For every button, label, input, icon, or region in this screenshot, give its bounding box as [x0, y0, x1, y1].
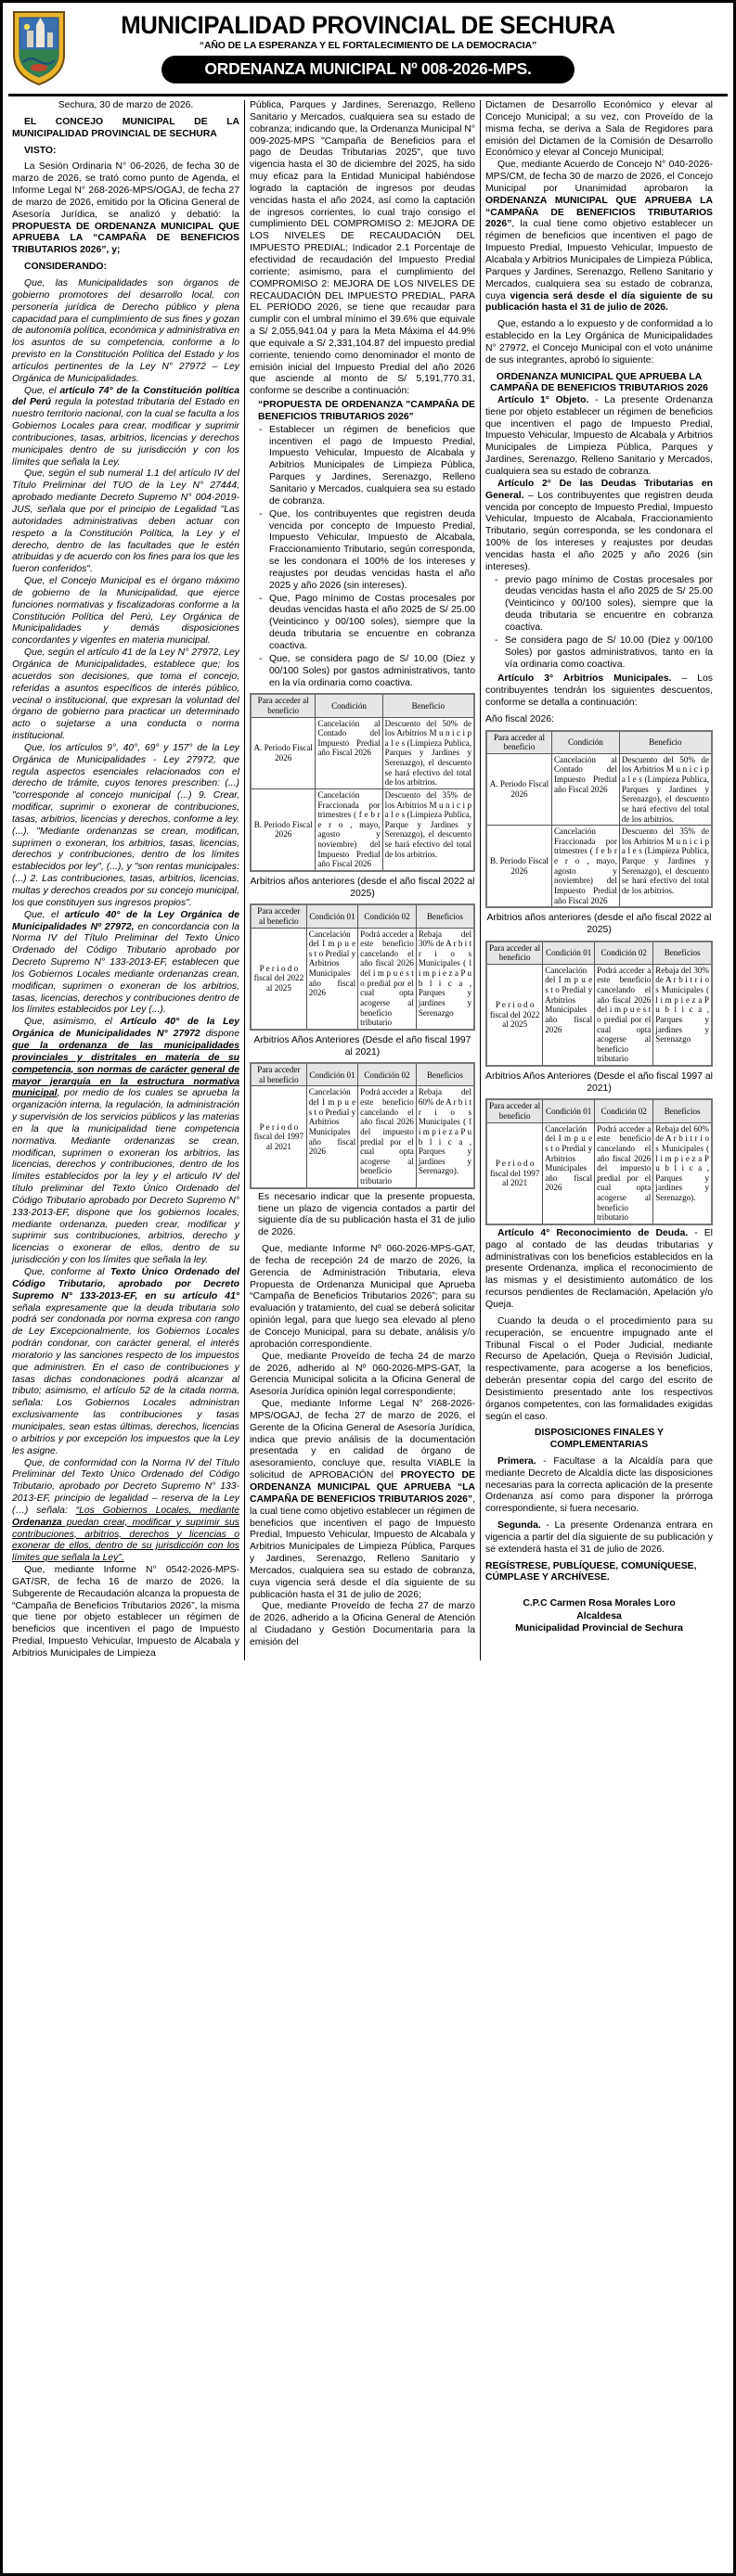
cell-beneficio: Descuento del 35% de los Arbitrios M u n i c i p a l e s (Limpieza Publica, Parque y Jardines y Serenazgo), el descuento se hará efectivo del total de los arbitrios. [382, 788, 474, 871]
cell-beneficios: Rebaja del 60% de A r b i t r i o s Municipales ( l i m p i e z a P u b l i c a , Parques y jardines y Serenazgo). [416, 1086, 474, 1188]
col3-table-c-title: Arbitrios Años Anteriores (Desde el año fiscal 1997 al 2021) [485, 1071, 713, 1094]
table-header-row [251, 694, 474, 717]
table-c-title: Arbitrios Años Anteriores (Desde el año fiscal 1997 al 2021) [253, 1034, 471, 1057]
benefits-table-1997-2021 [250, 1062, 475, 1189]
segunda-text: - La presente Ordenanza entrara en vigencia a partir del día siguiente de su publicación y se extenderá hasta el 31 de julio de 2026. [485, 1520, 713, 1555]
col-header-acceso: Para acceder al beneficio [251, 904, 306, 928]
col-header-acceso: Para acceder al beneficio [486, 1099, 543, 1122]
validity-note: Es necesario indicar que la presente propuesta, tiene un plazo de vigencia contados a partir del siguiente día de su publicación hasta el 31 de julio de 2026. [258, 1191, 475, 1238]
art3-text: – Los contribuyentes tendrán los siguientes descuentos, conforme se detalla a continuación: [485, 673, 713, 709]
col-header-acceso: Para acceder al beneficio [486, 942, 543, 965]
c2-b: artículo 74° de la Constitución política del Perú [12, 385, 239, 408]
col-header-condicion-02: Condición 02 [358, 1063, 417, 1086]
col3-benefits-table-1997-2021 [485, 1098, 713, 1225]
c9-c: señala expresamente que la deuda tributaria solo podrá ser condonada por norma expresa con rango de Ley Excepcionalmente, los Gobiernos Locales podrán condonar, con carácter general, el interés moratorio y las sanciones respecto de los impuestos que administren. En el caso de contribuciones y tasas dichas condonaciones podrá alcanzar al tributo; asimismo, el artículo 52 de la citada norma, señala: Los Gobiernos Locales administran exclusivamente las contribuciones y tasas municipales, sean estas últimas, derechos, licencias o arbitrios y por excepción los impuestos que la Ley les asigne. [12, 1302, 239, 1456]
articulo-4-paragraph-2: Cuando la deuda o el procedimiento para su recuperación, se encuentre impugnado ante el Tribunal Fiscal o el Poder Judicial, mediante Recurso de Apelación, Queja o Revisión Judicial, respectivamente, para acogerse a los beneficios, deberán presentar copia del cargo del escrito de Desistimiento presentado ante los respectivos órganos competentes, con las formalidades exigidas según el caso. [485, 1315, 713, 1422]
col-header-condicion: Condición [316, 694, 382, 717]
cell-condicion: Cancelación Fraccionada por trimestres ( f e b r e r o , mayo, agosto y noviembre) del Impuesto Predial año Fiscal 2026 [316, 788, 382, 871]
art2-label: Artículo 2° De las Deudas Tributarias en General. [485, 478, 713, 501]
visto-text-b: PROPUESTA DE ORDENANZA MUNICIPAL QUE APRUEBA LA “CAMPAÑA DE BENEFICIOS TRIBUTARIOS 2026”, y; [12, 221, 239, 256]
cell-beneficios: Rebaja del 60% de A r b i t r i o s Municipales ( l i m p i e z a P u b l i c a , Parques y jardines y Serenazgo). [653, 1122, 712, 1224]
cell-acceso: P e r i o d o fiscal del 1997 al 2021 [251, 1086, 306, 1188]
c9-a: Que, conforme al [24, 1267, 110, 1277]
cell-beneficio: Descuento del 50% de los Arbitrios M u n i c i p a l e s (Limpieza Publica, Parques y Jardines y Serenazgo), el descuento se hará efectivo del total de los arbitrios. [619, 753, 712, 825]
cell-acceso: P e r i o d o fiscal del 2022 al 2025 [486, 964, 543, 1066]
p2-a: Que, mediante Acuerdo de Concejo N° 040-2026-MPS/CM, de fecha 30 de marzo de 2026, el Concejo Municipal por Unanimidad aprobaron la [485, 160, 713, 194]
column-three [481, 100, 717, 1660]
bullet-dash: - [495, 634, 498, 646]
articulo-2-bullets [495, 575, 713, 672]
cell-acceso: P e r i o d o fiscal del 1997 al 2021 [486, 1122, 543, 1224]
benefits-table-2026 [250, 693, 475, 872]
col-header-beneficio: Beneficio [619, 731, 712, 754]
cell-condicion-02: Podrá acceder a este beneficio cancelando el año fiscal 2026 del i m p u e s t o predial por el cual opta acogerse al beneficio tributario [595, 964, 653, 1066]
cell-condicion: Cancelación al Contado del Impuesto Predial año Fiscal 2026 [551, 753, 619, 825]
benefits-table-2022-2025 [250, 904, 475, 1031]
col2-paragraph-2: Que, mediante Informe Nº 060-2026-MPS-GAT, de fecha de recepción 24 de marzo de 2026, la Gerencia de Administración Tributaria, eleva Propuesta de Ordenanza Municipal que Aprueba “Campaña de Beneficios Tributarios 2026”; para su evaluación y tratamiento, del cual se deberá solicitar opinión legal, para que luego sea elevado al pleno de Concejo Municipal, para su debate, análisis y/o aprobación correspondiente. [250, 1244, 475, 1350]
articulo-2 [485, 479, 713, 574]
p4-b: PROYECTO DE ORDENANZA MUNICIPAL QUE APRUEBA “LA CAMPAÑA DE BENEFICIOS TRIBUTARIOS 2026” [250, 1470, 475, 1505]
col-header-condicion: Condición [551, 731, 619, 754]
considerando-6: Que, los artículos 9°, 40°, 69° y 157° de la Ley Orgánica de Municipalidades - Ley 27972, que regula aspectos esenciales relacionados con el derecho de trámite, cuyos tenores prescriben: (...) "corresponde al concejo municipal (...) 9. Crear, modificar, suprimir o exonerar de contribuciones, tasas, arbitrios, licencias y derechos, conforme a ley. (...). "Mediante ordenanzas se crean, modifican, suprimen o exoneran, los arbitrios, tasas, licencias, derechos y contribuciones, dentro de los límites establecidos por ley", (...), y "son rentas municipales: (...) 2. Las contribuciones, tasas, arbitrios, licencias, multas y derechos creados por su concejo municipal, los que constituyen sus ingresos propios". [12, 742, 239, 908]
c8-e: , por medio de los cuales se aprueba la organización interna, la regulación, la administración y supervisión de los servicios públicos y las materias en la que la municipalidad tiene competencia normativa. Mediante ordenanzas se crean, modifican, suprimen o exoneran los arbitrios, las licencias, derechos y contribuciones, dentro de los límites establecidos por la ley y el articulo IV del título preliminar del Texto Único Ordenado del Código Tributario aprobado por Decreto Supremo N° 133-2013-EF, dispone que los gobiernos locales, mediante ordenanza, pueden crear, modificar y suprimir sus contribuciones, arbitrios, derecho y licencias o exonerar de ellos, dentro de su jurisdicción y con los límites que señala la ley. [12, 1088, 239, 1266]
final-dispositions-title: DISPOSICIONES FINALES Y COMPLEMENTARIAS [535, 1428, 664, 1451]
considerando-8 [12, 1017, 239, 1267]
council-heading: EL CONCEJO MUNICIPAL DE LA MUNICIPALIDAD PROVINCIAL DE SECHURA [12, 116, 239, 139]
cell-beneficios: Rebaja del 30% de A r b i t r i o s Municipales ( l i m p i e z a P u b l i c a , Parques y jardines y Serenazgo [416, 928, 474, 1030]
cell-condicion-02: Podrá acceder a este beneficio cancelando el año fiscal 2026 del impuesto predial por el cual opta acogerse al beneficio tributario [358, 1086, 417, 1188]
col-header-condicion-01: Condición 01 [543, 1099, 595, 1122]
cell-condicion-01: Cancelación del I m p u e s t o Predial y Arbitrios Municipales año fiscal 2026 [306, 928, 357, 1030]
institution-title: MUNICIPALIDAD PROVINCIAL DE SECHURA [121, 10, 615, 39]
document-masthead [3, 3, 733, 90]
signature-block [485, 1597, 713, 1635]
col3-benefits-table-2022-2025 [485, 941, 713, 1068]
cell-beneficios: Rebaja del 30% de A r b i t r i o s Municipales ( l i m p i e z a P u b l i c a , Parques y jardines y Serenazgo [653, 964, 712, 1066]
col-header-condicion-01: Condición 01 [306, 904, 357, 928]
list-item [495, 635, 713, 672]
considerando-3: Que, según el sub numeral 1.1 del artículo IV del Título Preliminar del TUO de la Ley N° 27444, aprobado mediante Decreto Supremo N° 004-2019-JUS, señala que por el principio de Legalidad "Las autoridades administrativas deben actuar con respeto a la Constitución Política, la Ley y el derecho, dentro de las facultades que le estén atribuidas y de acuerdo con los fines para los que les fueron conferidos". [12, 468, 239, 575]
c2-a: Que, el [24, 385, 60, 396]
c8-b: Artículo 40° de la Ley Orgánica de Municipalidades N° 27972 [12, 1017, 239, 1040]
c10-d: puedan crear, modificar y suprimir sus contribuciones, arbitrios, derechos y licencias o exonerar de ellos, dentro de su jurisdicción con los límites que señala la Ley”. [12, 1517, 239, 1564]
col-header-condicion-02: Condición 02 [595, 942, 653, 965]
col-header-condicion-02: Condición 02 [358, 904, 417, 928]
cell-condicion-02: Podrá acceder a este beneficio cancelando el año fiscal 2026 del i m p u e s t o predial por el cual opta acogerse al beneficio tributario [358, 928, 417, 1030]
art1-label: Artículo 1° Objeto. [497, 394, 589, 405]
cell-acceso: B. Periodo Fiscal 2026 [486, 826, 551, 908]
p2-c: , la cual tiene como objetivo establecer un régimen de beneficios que incentiven el pago de Impuesto Predial, Impuesto Vehicular, Impuesto de Alcabala y Arbitrios Municipales de Limpieza Pública, Parques y Jardines, Serenazgo, Relleno Sanitario y Mercados, cualquiera sea su estado de cobranza, cuya [485, 219, 713, 301]
list-item [259, 425, 475, 508]
c2-c: regula la potestad tributaria del Estado en nuestro territorio nacional, con la cual se faculta a los Gobiernos Locales para crear, modificar y suprimir contribuciones, tasas, arbitrios, licencias y derechos municipales dentro de su jurisdicción y con los límites que señala la Ley. [12, 397, 239, 468]
c10-c: Ordenanza [12, 1517, 62, 1528]
considerando-label: CONSIDERANDO: [24, 262, 107, 273]
cell-condicion: Cancelación al Contado del Impuesto Predial año Fiscal 2026 [316, 717, 382, 788]
col-header-acceso: Para acceder al beneficio [486, 731, 551, 754]
bullet-2-text: Que, los contribuyentes que registren deuda vencida por concepto de Impuesto Predial, Impuesto Vehicular, Impuesto de Alcabala, Fraccionamiento Tributario, según corresponda, se les condonara el 100% de los intereses y reajustes por deudas vencidas hasta el año 2025 y año 2026 (sin intereses). [269, 508, 475, 591]
articulo-1 [485, 395, 713, 479]
c10-a: Que, de conformidad con la Norma IV del Título Preliminar del Texto Único Ordenado del Código Tributario, aprobado por Decreto Supremo N° 133-2013-EF, principio de legalidad – reserva de la Ley (…) señala: [12, 1457, 239, 1516]
cell-acceso: P e r i o d o fiscal del 2022 al 2025 [251, 928, 306, 1030]
table-header-row [486, 731, 712, 754]
table-row [251, 788, 474, 871]
table-row [486, 826, 712, 908]
col-header-condicion-01: Condición 01 [306, 1063, 357, 1086]
col3-table-a-title: Año fiscal 2026: [485, 713, 554, 724]
art4-text: - El pago al contado de las deudas tributarias y administrativas con los beneficios establecidos en la presente Ordenanza, implica el reconocimiento de las mismas y el desistimiento automático de los recursos pendientes de Reclamación, Apelación y/o Queja. [485, 1227, 713, 1310]
col-header-acceso: Para acceder al beneficio [251, 694, 316, 717]
cell-beneficio: Descuento del 35% de los Arbitrios M u n i c i p a l e s (Limpieza Publica, Parque y Jardines y Serenazgo), el descuento se hará efectivo del total de los arbitrios. [619, 826, 712, 908]
disposicion-segunda [485, 1520, 713, 1557]
cell-beneficio: Descuento del 50% de los Arbitrios M u n i c i p a l e s (Limpieza Publica, Parques y Jardines y Serenazgo), el descuento se hará efectivo del total de los arbitrios. [382, 717, 474, 788]
table-b-title: Arbitrios años anteriores (desde el año fiscal 2022 al 2025) [250, 876, 475, 899]
col2-paragraph-3: Que, mediante Proveído de fecha 24 de marzo de 2026, adherido al Nº 060-2026-MPS-GAT, la Gerencia Municipal solicita a la Oficina General de Asesoría Jurídica opinión legal correspondiente; [250, 1351, 475, 1398]
disposicion-primera [485, 1456, 713, 1516]
table-row [251, 928, 474, 1030]
col-header-beneficio: Beneficio [382, 694, 474, 717]
list-item [259, 654, 475, 690]
cell-condicion-01: Cancelación del I m p u e s t o Predial y Arbitrios Municipales año fiscal 2026 [543, 1122, 595, 1224]
list-item [259, 594, 475, 653]
p4-a: Que, mediante Informe Legal N° 268-2026-MPS/OGAJ, de fecha 27 de marzo de 2026, el Gerente de la Oficina General de Asesoría Jurídica, indica que previo análisis de la documentación presentada y en calidad de órgano de asesoramiento, concluye que, resulta VIABLE la solicitud de APROBACIÓN del [250, 1399, 475, 1481]
cell-condicion: Cancelación Fraccionada por trimestres ( f e b r e r o , mayo, agosto y noviembre) del Impuesto Predial año Fiscal 2026 [551, 826, 619, 908]
table-row [486, 964, 712, 1066]
table-row [251, 717, 474, 788]
place-date: Sechura, 30 de marzo de 2026. [58, 100, 194, 110]
bullet-4-text: Que, se considera pago de S/ 10.00 (Diez y 00/100 Soles) por gastos administrativos, tanto en la vía ordinaria como coactiva. [269, 653, 475, 688]
c8-d: que la ordenanza de las municipalidades provinciales y distritales en materia de su competencia, son normas de carácter general de mayor jerarquía en la estructura normativa municipal [12, 1040, 239, 1099]
col-header-condicion-01: Condición 01 [543, 942, 595, 965]
art1-text: - La presente Ordenanza tiene por objeto establecer un régimen de beneficios que incentiven el pago de Impuesto Predial, Impuesto Vehicular, Impuesto de Alcabala y Arbitrios Municipales de Limpieza Pública, Parques y Jardines, Serenazgo, Relleno Sanitario y Mercados, cualquiera sea su estado de cobranza. [485, 394, 713, 477]
table-header-row [251, 1063, 474, 1086]
bullet-dash: - [259, 424, 263, 435]
col2-paragraph-1: Pública, Parques y Jardines, Serenazgo, Relleno Sanitario y Mercados, cualquiera sea su estado de cobranza; indicando que, la Ordenanza Municipal N° 009-2025-MPS "Campaña de Beneficios para el pago de Deudas Tributarias 2025", que tuvo vigencia hasta el 30 de diciembre del 2025, ha sido muy eficaz para la Entidad Municipal habiéndose logrado la captación de ingresos por deudas vencidas hasta el año 2024, así como la captación de ingresos corrientes, lo cual trajo consigo el cumplimiento DEL COMPROMISO 2: MEJORA DE LOS NIVELES DE RECAUDACIÓN DEL IMPUESTO PREDIAL; Indicador 2.1 Porcentaje de efectividad de recaudación del Impuesto Predial corriente; asimismo, para el cumplimiento del COMPROMISO 2: MEJORA DE LOS NIVELES DE RECAUDACIÓN DEL IMPUESTO PREDIAL, PARA EL PERÍODO 2026, se tiene que recaudar para cumplir con el umbral mínimo el 39.6% que equivale a S/ 2,055,941.04 y para la Meta Máxima el 44.9% que equivale a S/ 2,331,104.87 del impuesto predial corriente, teniendo como denominador el monto de emisión inicial del Impuesto Predial del año 2026 que asciende al monto de S/ 5,191,770.31, conforme se describe a continuación: [250, 100, 475, 397]
ordinance-number-badge: ORDENANZA MUNICIPAL Nº 008-2026-MPS. [161, 56, 574, 83]
bullet-dash: - [495, 574, 498, 585]
col3-paragraph-2 [485, 160, 713, 314]
considerando-9 [12, 1267, 239, 1458]
col-header-condicion-02: Condición 02 [595, 1099, 653, 1122]
proposal-title: “PROPUESTA DE ORDENANZA "CAMPAÑA DE BENEFICIOS TRIBUTARIOS 2026" [258, 400, 475, 422]
table-header-row [486, 942, 712, 965]
cell-condicion-01: Cancelación del I m p u e s t o Predial y Arbitrios Municipales año fiscal 2026 [543, 964, 595, 1066]
considerando-4: Que, el Concejo Municipal es el órgano máximo de gobierno de la Municipalidad, que ejerce funciones normativas y fiscalizadoras conforme a la Constitución Política del Perú, Ley Orgánica de Municipalidades y demás disposiciones concordantes y vigentes en materia municipal. [12, 576, 239, 647]
art2-bullet-2: Se considera pago de S/ 10.00 (Diez y 00/100 Soles) por gastos administrativos, tanto en la vía ordinaria como coactiva. [505, 634, 713, 670]
visto-paragraph [12, 161, 239, 257]
municipal-crest-icon [10, 8, 68, 88]
table-header-row [251, 904, 474, 928]
table-row [486, 1122, 712, 1224]
considerando-11: Que, mediante Informe N° 0542-2026-MPS-GAT/SR, de fecha 16 de marzo de 2026, la Subgerente de Recaudación alcanza la propuesta de “Campaña de Beneficios Tributarios 2026”, la misma que tiene por objeto establecer un régimen de beneficios que incentiven el pago de Impuesto Predial, Impuesto Vehicular, Impuesto de Alcabala y Arbitrios Municipales de Limpieza [12, 1565, 239, 1659]
considerando-2 [12, 386, 239, 469]
proposal-bullets [259, 425, 475, 690]
p2-d: vigencia será desde el día siguiente de su publicación hasta el 31 de julio de 2026. [485, 290, 713, 314]
col2-paragraph-5: Que, mediante Proveído de fecha 27 de marzo de 2026, adherido a la Oficina General de Atención al Ciudadano y Gestión Documentaria para la emisión del [250, 1601, 475, 1647]
signer-name: C.P.C Carmen Rosa Morales Loro [523, 1598, 676, 1609]
ordinance-title: ORDENANZA MUNICIPAL QUE APRUEBA LA CAMPAÑA DE BENEFICIOS TRIBUTARIOS 2026 [490, 371, 708, 394]
cell-acceso: A. Periodo Fiscal 2026 [251, 717, 316, 788]
art2-text: – Los contribuyentes que registren deuda vencida por concepto de Impuesto Predial, Impuesto Vehicular, Impuesto de Alcabala, Fraccionamiento Tributario, según corresponda, se les condonara el 100% de los intereses y reajustes por deudas vencidas hasta el año 2025 y año 2026 (sin intereses). [485, 490, 713, 572]
cell-acceso: B. Periodo Fiscal 2026 [251, 788, 316, 871]
c8-a: Que, asimismo, el [24, 1017, 121, 1028]
c8-c: dispone [200, 1029, 239, 1040]
cell-acceso: A. Periodo Fiscal 2026 [486, 753, 551, 825]
col3-table-b-title: Arbitrios años anteriores (desde el año fiscal 2022 al 2025) [486, 913, 712, 935]
bullet-3-text: Que, Pago mínimo de Costas procesales por deudas vencidas hasta el año 2025 de S/ 25.00 (Veinticinco y 00/100 soles), siempre que la deuda tributaria se encuentre en cobranza coactiva. [269, 593, 475, 651]
col-header-acceso: Para acceder al beneficio [251, 1063, 306, 1086]
column-two [244, 100, 481, 1660]
list-item [495, 575, 713, 634]
primera-text: - Facultase a la Alcaldía para que mediante Decreto de Alcaldía dicte las disposiciones necesarias para la correcta aplicación de la presente Ordenanza así como para disponer la prórroga correspondiente, si fuera necesario. [485, 1455, 713, 1515]
art3-label: Artículo 3° Arbitrios Municipales. [497, 673, 672, 685]
c7-c: en concordancia con la Norma IV del Título Preliminar del Texto Único Ordenado del Código Tributario aprobado por Decreto Supremo N° 133-2013-EF, establecen que los Gobiernos Locales mediante ordenanzas crean, modifican, suprimen o exoneran de los arbitrios, tasas, licencias, derechos y contribuciones dentro de los límites establecidos por Ley (...). [12, 921, 239, 1016]
year-motto: “AÑO DE LA ESPERANZA Y EL FORTALECIMIENTO DE LA DEMOCRACIA” [199, 41, 537, 51]
col-header-beneficios: Beneficios [416, 1063, 474, 1086]
col3-paragraph-1: Dictamen de Desarrollo Económico y elevar al Concejo Municipal; a su vez, con Proveído de la misma fecha, se deriva a Sala de Regidores para emisión del Dictamen de la Comisión de Desarrollo Económico y elevar al Concejo Municipal; [485, 100, 713, 159]
table-row [486, 753, 712, 825]
bullet-1-text: Establecer un régimen de beneficios que incentiven el pago de Impuesto Predial, Impuesto Vehicular, Impuesto de Alcabala y Arbitrios Municipales de Limpieza Pública, Parques y Jardines, Serenazgo, Relleno Sanitario y Mercados, cualquiera sea su estado de cobranza. [269, 424, 475, 506]
art2-bullet-1: previo pago mínimo de Costas procesales por deudas vencidas hasta el año 2025 de S/ 25.00 (Veinticinco y 00/100 soles), siempre que la deuda tributaria se encuentre en cobranza coactiva. [505, 574, 713, 633]
bullet-dash: - [259, 653, 263, 664]
visto-label: VISTO: [24, 145, 57, 156]
c10-b: “Los Gobiernos Locales, mediante [75, 1505, 239, 1516]
p2-b: ORDENANZA MUNICIPAL QUE APRUEBA LA “CAMPAÑA DE BENEFICIOS TRIBUTARIOS 2026” [485, 195, 713, 230]
segunda-label: Segunda. [497, 1520, 541, 1532]
considerando-10 [12, 1458, 239, 1566]
c7-b: artículo 40° de la Ley Orgánica de Municipalidades Nº 27972, [12, 909, 239, 932]
articulo-4 [485, 1228, 713, 1312]
table-header-row [486, 1099, 712, 1122]
column-one [7, 100, 244, 1660]
signer-role: Alcaldesa [576, 1610, 622, 1621]
list-item [259, 509, 475, 593]
primera-label: Primera. [497, 1455, 536, 1467]
considerando-7 [12, 910, 239, 1018]
col2-paragraph-4 [250, 1399, 475, 1601]
bullet-dash: - [259, 593, 263, 604]
col-header-beneficios: Beneficios [653, 942, 712, 965]
c7-a: Que, el [24, 909, 65, 920]
cell-condicion-02: Podrá acceder a este beneficio cancelando el año fiscal 2026 del impuesto predial por el cual opta acogerse al beneficio tributario [595, 1122, 653, 1224]
visto-text-a: La Sesión Ordinaria N° 06-2026, de fecha 30 de marzo de 2026, se trató como punto de Agenda, el Informe Legal N° 268-2026-MPS/OGAJ, de fecha 27 de marzo de 2026, emitido por la Oficina General de Asesoría Jurídica, se analizó y debatió: la [12, 161, 239, 220]
col3-benefits-table-2026 [485, 730, 713, 909]
col-header-beneficios: Beneficios [653, 1099, 712, 1122]
cell-condicion-01: Cancelación del I m p u e s t o Predial y Arbitrios Municipales año fiscal 2026 [306, 1086, 357, 1188]
signer-institution: Municipalidad Provincial de Sechura [515, 1623, 683, 1634]
bullet-dash: - [259, 508, 263, 519]
considerando-1: Que, las Municipalidades son órganos de gobierno promotores del desarrollo local, con personería jurídica de Derecho público y plena capacidad para el cumplimiento de sus fines y gozan de autonomía política, económica y administrativa en los asuntos de su competencia, conforme a lo previsto en la Constitución Política del Estado y los artículos pertinentes de la Ley N° 27972 – Ley Orgánica de Municipalidades. [12, 277, 239, 384]
considerando-5: Que, según el artículo 41 de la Ley N° 27972, Ley Orgánica de Municipalidades, establece que; los acuerdos son decisiones, que toma el concejo, referidas a asuntos específicos de interés público, vecinal o institucional, que expresan la voluntad del órgano de gobierno para practicar un determinado acto o sujetarse a una conducta o norma institucional. [12, 647, 239, 742]
col3-paragraph-3: Que, estando a lo expuesto y de conformidad a lo establecido en la Ley Orgánica de Municipalidades N° 27972, el Concejo Municipal con el voto unánime de sus integrantes, aprobó lo siguiente: [485, 319, 713, 365]
articulo-3 [485, 673, 713, 710]
three-column-body [3, 96, 733, 1666]
c9-b: Texto Único Ordenado del Código Tributario, aprobado por Decreto Supremo N° 133-2013-EF, en su artículo 41° [12, 1267, 239, 1301]
p4-c: , la cual tiene como objetivo establecer un régimen de beneficios que incentiven el pago de Impuesto Predial, Impuesto Vehicular, Impuesto de Alcabala y Arbitrios Municipales de Limpieza Pública, Parques y Jardines, Serenazgo, Relleno Sanitario y Mercados, cualquiera sea su estado de cobranza, cuya vigencia será desde el día siguiente de su publicación hasta el 31 de julio de 2026; [250, 1493, 475, 1600]
col-header-beneficios: Beneficios [416, 904, 474, 928]
art4-label: Artículo 4° Reconocimiento de Deuda. [497, 1227, 689, 1238]
registrese-clause: REGÍSTRESE, PUBLÍQUESE, COMUNÍQUESE, CÚMPLASE Y ARCHÍVESE. [485, 1560, 697, 1583]
table-row [251, 1086, 474, 1188]
